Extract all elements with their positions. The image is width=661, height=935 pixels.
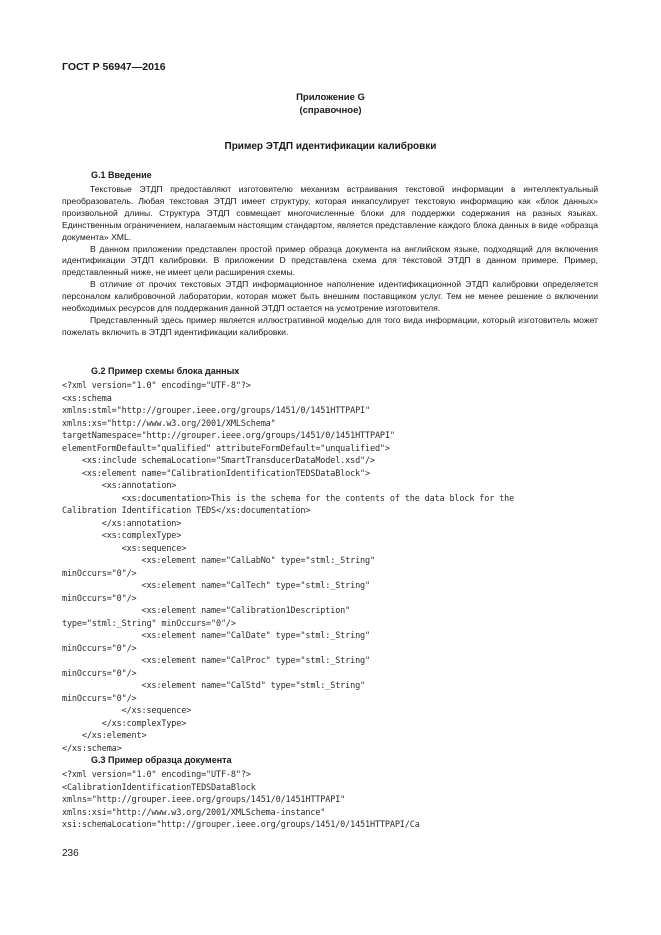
code-line: Calibration Identification TEDS</xs:documentation> xyxy=(62,506,311,516)
code-line: <xs:annotation> xyxy=(62,481,177,491)
code-line: minOccurs="0"/> xyxy=(62,693,137,704)
code-line: minOccurs="0"/> xyxy=(62,668,137,679)
page-number: 236 xyxy=(62,848,79,859)
code-line: </xs:element> xyxy=(62,731,147,741)
code-line: <xs:element name="CalibrationIdentificationTEDSDataBlock"> xyxy=(62,468,370,479)
code-line: targetNamespace="http://grouper.ieee.org/groups/1451/0/1451HTTPAPI" xyxy=(62,431,395,441)
code-line: type="stml:_String" minOccurs="0"/> xyxy=(62,618,236,629)
code-line: <?xml version="1.0" encoding="UTF-8"?> xyxy=(62,770,251,780)
section-g3-title: G.3 Пример образца документа xyxy=(91,755,232,765)
code-line: xmlns:xs="http://www.w3.org/2001/XMLSchema" xyxy=(62,418,276,429)
instance-code-block xyxy=(62,769,602,832)
appendix-heading xyxy=(0,91,661,117)
code-line: xmlns:xsi="http://www.w3.org/2001/XMLSchema-instance" xyxy=(62,807,326,818)
code-line: <xs:element name="CalDate" type="stml:_String" xyxy=(62,631,370,641)
code-line: <xs:element name="CalTech" type="stml:_String" xyxy=(62,581,370,591)
code-line: xmlns:stml="http://grouper.ieee.org/groups/1451/0/1451HTTPAPI" xyxy=(62,406,370,416)
paragraph: В данном приложении представлен простой пример образца документа на английском языке, подходящий для включения идентификации ЭТДП калибровки. В приложении D представлена схема для текстовой ЭТДП в данном примере. Пример, представленный ниже, не имеет цели расширения схемы. xyxy=(62,243,598,278)
code-line: </xs:sequence> xyxy=(62,706,192,716)
code-line: xsi:schemaLocation="http://grouper.ieee.org/groups/1451/0/1451HTTPAPI/Ca xyxy=(62,820,420,830)
code-line: <CalibrationIdentificationTEDSDataBlock xyxy=(62,782,256,793)
code-line: minOccurs="0"/> xyxy=(62,568,137,579)
code-line: <xs:element name="CalProc" type="stml:_String" xyxy=(62,656,370,666)
section-g2-title: G.2 Пример схемы блока данных xyxy=(91,366,240,376)
schema-code-block xyxy=(62,380,602,755)
code-line: xmlns="http://grouper.ieee.org/groups/1451/0/1451HTTPAPI" xyxy=(62,795,346,805)
code-line: </xs:complexType> xyxy=(62,718,187,729)
section-g1-title: G.1 Введение xyxy=(91,170,152,180)
appendix-label: Приложение G xyxy=(296,92,365,103)
appendix-title: Пример ЭТДП идентификации калибровки xyxy=(224,141,437,152)
code-line: minOccurs="0"/> xyxy=(62,643,137,654)
document-standard-header: ГОСТ Р 56947—2016 xyxy=(62,61,166,73)
code-line: </xs:schema> xyxy=(62,743,122,754)
code-line: </xs:annotation> xyxy=(62,518,182,529)
code-line: minOccurs="0"/> xyxy=(62,593,137,604)
code-line: <xs:element name="CalLabNo" type="stml:_String" xyxy=(62,556,375,566)
code-line: <xs:element name="Calibration1Description" xyxy=(62,606,351,616)
section-g1-body xyxy=(62,184,598,339)
paragraph: В отличие от прочих текстовых ЭТДП информационное наполнение идентификационной ЭТДП калибровки определяется персоналом калибровочной лаборатории, которая может быть внешним поставщиком услуг. Тем не менее решение о включении необходимых ресурсов для поддержания данной ЭТДП остается на усмотрение изготовителя. xyxy=(62,279,598,314)
paragraph: Представленный здесь пример является иллюстративной моделью для того вида информации, который изготовитель может пожелать включить в ЭТДП идентификации калибровки. xyxy=(62,314,598,337)
appendix-type: (справочное) xyxy=(299,105,362,116)
code-line: <xs:schema xyxy=(62,393,112,404)
paragraph: Текстовые ЭТДП предоставляют изготовителю механизм встраивания текстовой информации в интеллектуальный преобразователь. Любая текстовая ЭТДП имеет структуру, которая инкапсулирует текстовую информацию как «блок данных» произвольной длины. Структура ЭТДП совмещает многочисленные блоки для поддержки содержания на разных языках. Единственным ограничением, налагаемым настоящим стандартом, является представление каждого блока данных в виде «образца документа» XML. xyxy=(62,184,598,242)
code-line: <xs:documentation>This is the schema for the contents of the data block for the xyxy=(62,493,515,504)
code-line: <xs:include schemaLocation="SmartTransducerDataModel.xsd"/> xyxy=(62,456,375,466)
code-line: elementFormDefault="qualified" attributeFormDefault="unqualified"> xyxy=(62,443,390,454)
code-line: <?xml version="1.0" encoding="UTF-8"?> xyxy=(62,381,251,391)
code-line: <xs:element name="CalStd" type="stml:_String" xyxy=(62,681,366,691)
code-line: <xs:sequence> xyxy=(62,543,187,554)
code-line: <xs:complexType> xyxy=(62,531,182,541)
